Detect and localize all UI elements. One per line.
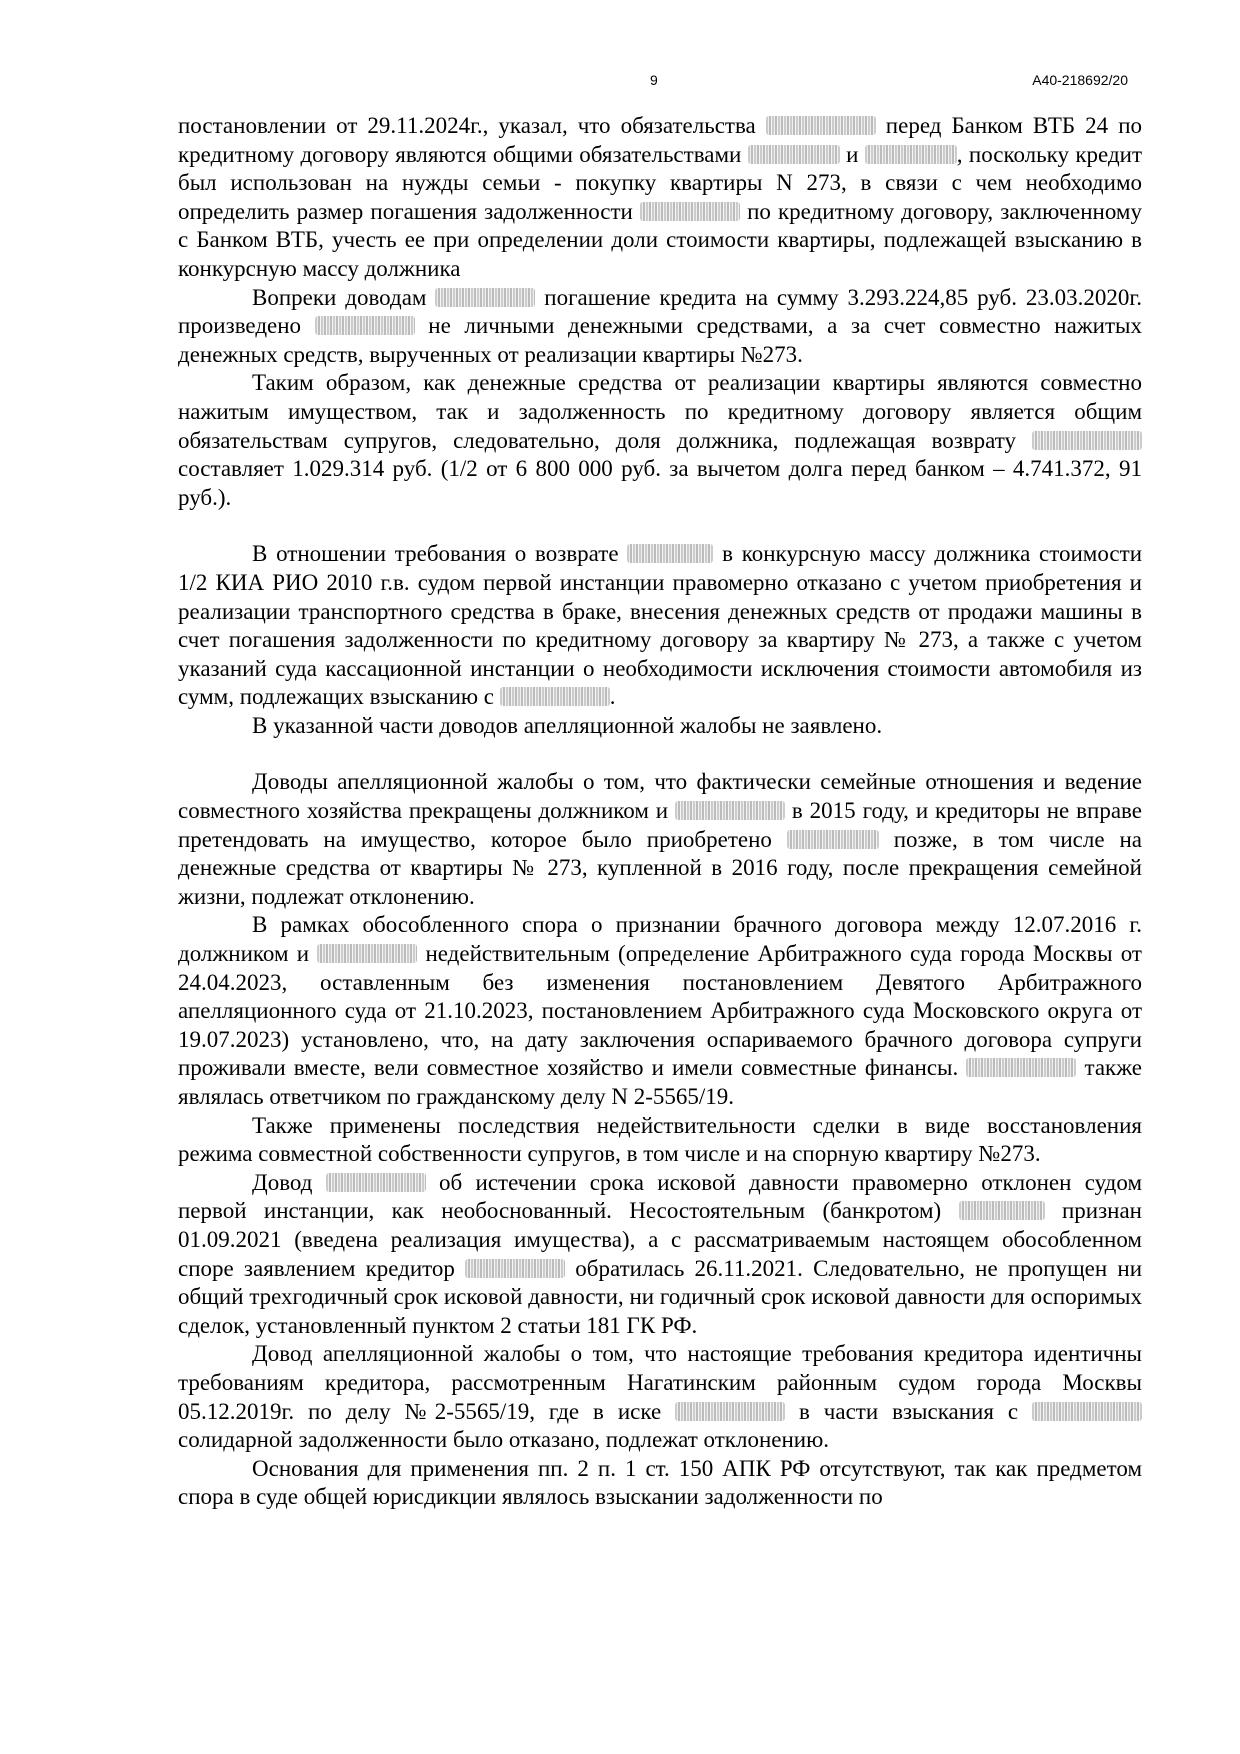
text-segment: Таким образом, как денежные средства от реализации квартиры являются совместно нажитым имуществом, так и задолженность по кредитному договору является общим обязательствам супругов, следовательно, доля должника, подлежащая возврату — [178, 370, 1142, 453]
text-segment: , поскольку кредит был использован на нужды семьи - покупку квартиры N 273, в связи с чем необходимо определить размер погашения задолженности — [178, 141, 1143, 224]
redacted-name — [435, 288, 535, 307]
paragraph-9 — [178, 1169, 1142, 1341]
paragraph-gap — [178, 512, 1142, 540]
paragraph-1 — [178, 112, 1142, 284]
text-segment: позже, в том числе на денежные средства от квартиры № 273, купленной в 2016 году, после прекращения семейной жизни, подлежат отклонению. — [178, 826, 1142, 909]
text-segment: об истечении срока исковой давности правомерно отклонен судом первой инстанции, как необоснованный. Несостоятельным (банкротом) — [178, 1169, 1143, 1224]
paragraph-gap — [178, 740, 1142, 768]
paragraph-7 — [178, 911, 1142, 1111]
text-segment: не личными денежными средствами, а за счет совместно нажитых денежных средств, вырученных от реализации квартиры №273. — [178, 313, 1142, 367]
paragraph-8 — [178, 1112, 1142, 1169]
text-segment: В отношении требования о возврате — [252, 541, 628, 567]
redacted-name — [627, 544, 713, 563]
paragraph-3 — [178, 369, 1142, 512]
page-number: 9 — [650, 72, 658, 88]
redacted-name — [640, 202, 740, 221]
paragraph-10 — [178, 1340, 1142, 1454]
text-segment: обратилась 26.11.2021. Следовательно, не пропущен ни общий трехгодичный срок исковой давности, ни годичный срок исковой давности для оспоримых сделок, установленный пунктом 2 статьи 181 ГК РФ. — [178, 1255, 1142, 1338]
text-segment: солидарной задолженности было отказано, подлежат отклонению. — [178, 1427, 830, 1453]
redacted-name — [748, 145, 840, 164]
text-segment: Довод — [252, 1169, 326, 1195]
text-segment: погашение кредита на сумму 3.293.224,85 руб. 23.03.2020г. произведено — [178, 284, 1142, 339]
redacted-name — [675, 1402, 785, 1421]
text-segment: в части взыскания с — [785, 1398, 1032, 1424]
text-segment: и — [839, 141, 865, 167]
redacted-name — [1032, 431, 1142, 450]
paragraph-4 — [178, 540, 1142, 712]
text-segment: также являлась ответчиком по гражданскому делу N 2-5565/19. — [178, 1055, 1142, 1109]
text-segment: недействительным (определение Арбитражного суда города Москвы от 24.04.2023, оставленным без изменения постановлением Девятого Арбитражного апелляционного суда от 21.10.2023, постановлением Арбитражного суда Московского округа от 19.07.2023) установлено, что, на дату заключения оспариваемого брачного договора супруги проживали вместе, вели совместное хозяйство и имели совместные финансы. — [178, 941, 1142, 1081]
redacted-name — [317, 944, 417, 963]
redacted-name — [1032, 1402, 1142, 1421]
redacted-name — [865, 145, 957, 164]
text-segment: Довод апелляционной жалобы о том, что настоящие требования кредитора идентичны требованиям кредитора, рассмотренным Нагатинским районным судом города Москвы 05.12.2019г. по делу №2-5565/19, где в иске — [178, 1341, 1142, 1424]
text-segment: признан 01.09.2021 (введена реализация имущества), а с рассматриваемым настоящем обособленном споре заявлением кредитор — [178, 1198, 1142, 1281]
redacted-name — [465, 1259, 565, 1278]
redacted-name — [500, 687, 610, 706]
page-header — [0, 72, 1240, 96]
redacted-name — [787, 830, 879, 849]
document-body — [178, 112, 1142, 1512]
text-segment: по кредитному договору, заключенному с Банком ВТБ, учесть ее при определении доли стоимости квартиры, подлежащей взысканию в конкурсную массу должника — [178, 198, 1142, 281]
text-segment: . — [609, 684, 616, 710]
redacted-name — [766, 116, 876, 135]
text-segment: составляет 1.029.314 руб. (1/2 от 6 800 000 руб. за вычетом долга перед банком – 4.741.372, 91 руб.). — [178, 456, 1142, 510]
case-number: А40-218692/20 — [1032, 72, 1128, 88]
text-segment: в конкурсную массу должника стоимости 1/2 КИА РИО 2010 г.в. судом первой инстанции правомерно отказано с учетом приобретения и реализации транспортного средства в браке, внесения денежных средств от продажи машины в счет погашения задолженности по кредитному договору за квартиру № 273, а также с учетом указаний суда кассационной инстанции о необходимости исключения стоимости автомобиля из сумм, подлежащих взысканию с — [178, 541, 1143, 710]
text-segment: перед Банком ВТБ 24 по кредитному договору являются общими обязательствами — [178, 113, 1142, 167]
text-segment: постановлении от 29.11.2024г., указал, что обязательства — [178, 113, 766, 138]
text-segment: Вопреки доводам — [252, 284, 436, 310]
paragraph-2 — [178, 284, 1142, 370]
text-segment: В указанной части доводов апелляционной жалобы не заявлено. — [252, 712, 883, 738]
text-segment: В рамках обособленного спора о признании брачного договора между 12.07.2016 г. должником и — [178, 912, 1142, 967]
paragraph-6 — [178, 768, 1142, 911]
redacted-name — [959, 1201, 1045, 1220]
paragraph-5 — [178, 712, 1142, 741]
text-segment: Доводы апелляционной жалобы о том, что фактически семейные отношения и ведение совместного хозяйства прекращены должником и — [178, 769, 1142, 824]
text-segment: Также применены последствия недействительности сделки в виде восстановления режима совместной собственности супругов, в том числе и на спорную квартиру №273. — [178, 1112, 1142, 1167]
redacted-name — [675, 801, 785, 820]
redacted-name — [315, 316, 415, 335]
paragraph-11 — [178, 1455, 1142, 1512]
redacted-name — [326, 1173, 426, 1192]
text-segment: в 2015 году, и кредиторы не вправе претендовать на имущество, которое было приобретено — [178, 798, 1142, 852]
text-segment: Основания для применения пп. 2 п. 1 ст. 150 АПК РФ отсутствуют, так как предметом спора в суде общей юрисдикции являлось взыскании задолженности по — [178, 1455, 1142, 1510]
redacted-name — [966, 1058, 1076, 1077]
